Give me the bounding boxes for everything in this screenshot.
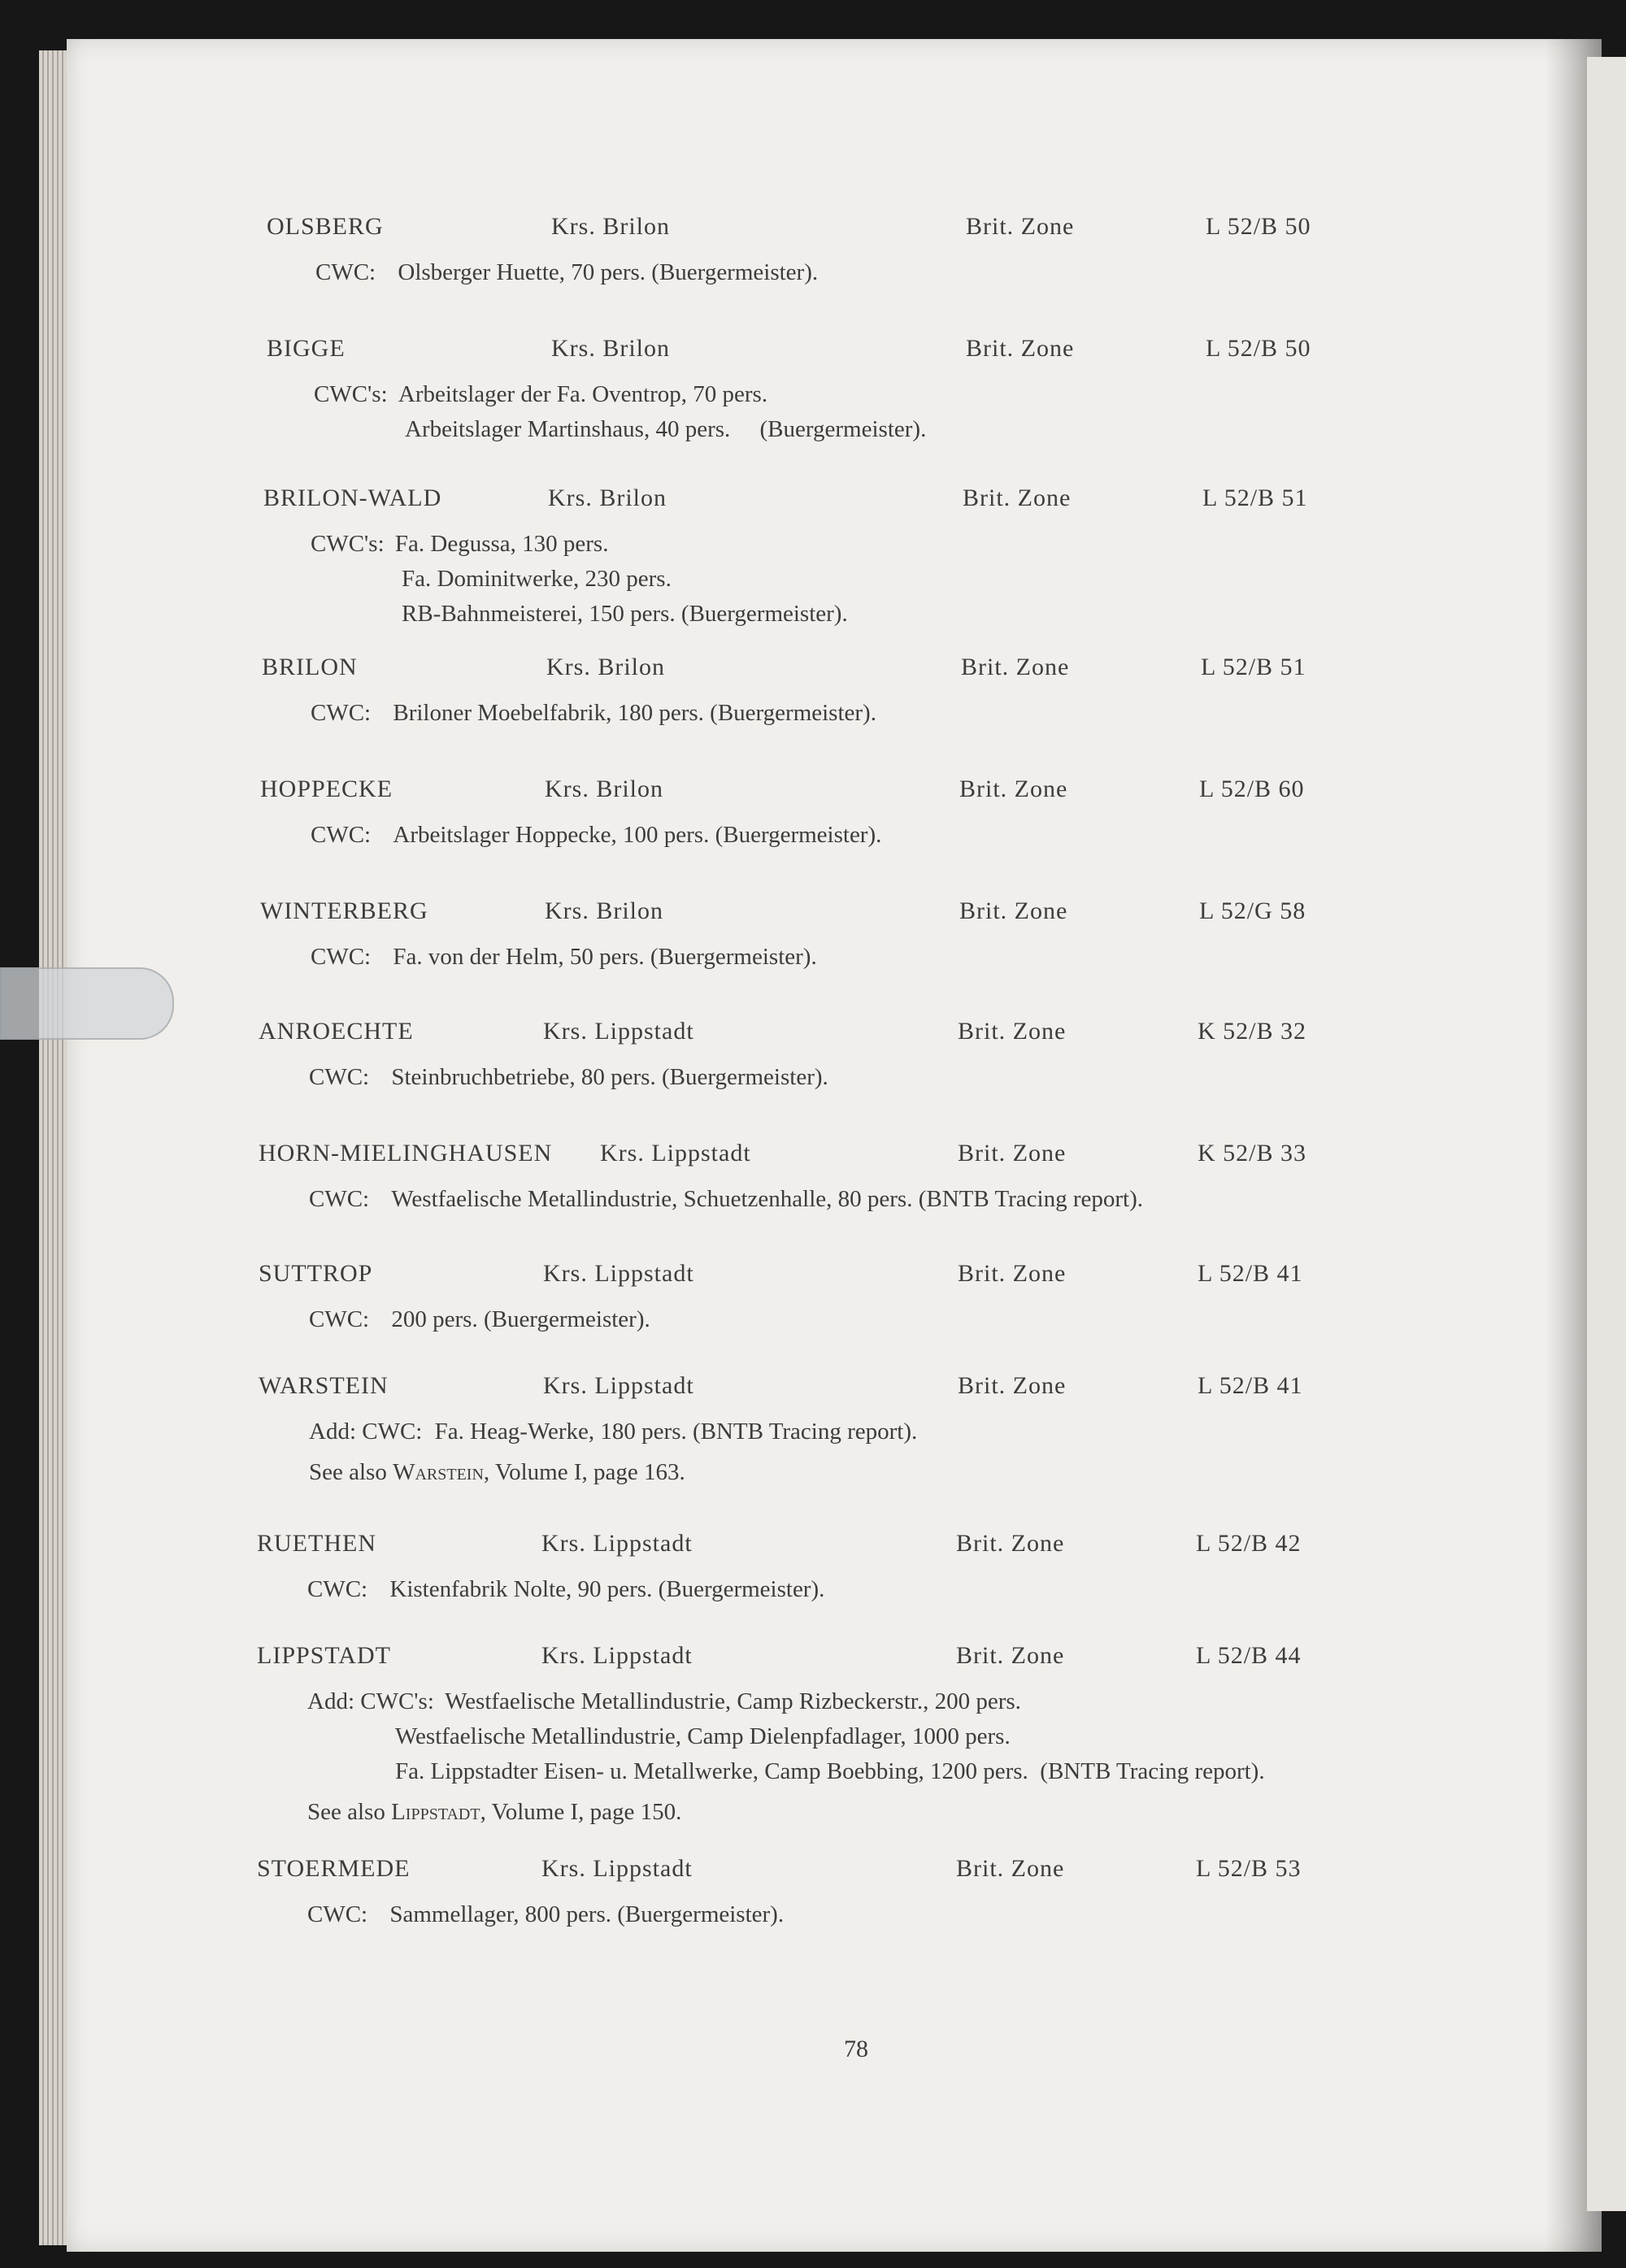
see-also-reference	[307, 1799, 1626, 1826]
detail-line: RB-Bahnmeisterei, 150 pers. (Buergermeister).	[402, 601, 848, 627]
kreis: Krs. Brilon	[546, 654, 665, 680]
entry-header	[260, 776, 1626, 808]
entry-header	[257, 1642, 1626, 1675]
entry-header	[259, 1018, 1626, 1050]
map-reference: L 52/B 60	[1199, 776, 1305, 802]
detail-line: Fa. Lippstadter Eisen- u. Metallwerke, Camp Boebbing, 1200 pers. (BNTB Tracing report).	[395, 1758, 1265, 1784]
detail-line: Westfaelische Metallindustrie, Camp Rizbeckerstr., 200 pers.	[445, 1688, 1021, 1714]
detail-label: CWC:	[315, 259, 376, 285]
detail-line: Fa. Dominitwerke, 230 pers.	[402, 566, 672, 592]
entry-horn-mielinghausen	[0, 1140, 1626, 1217]
place-name: LIPPSTADT	[257, 1642, 391, 1669]
map-reference: L 52/B 42	[1196, 1530, 1302, 1557]
see-also-prefix: See also	[307, 1799, 385, 1825]
detail-label: CWC:	[307, 1576, 368, 1602]
map-reference: L 52/B 41	[1198, 1372, 1303, 1399]
entry-detail	[311, 818, 1626, 853]
detail-line: Sammellager, 800 pers. (Buergermeister).	[389, 1901, 785, 1927]
kreis: Krs. Brilon	[545, 897, 663, 924]
kreis: Krs. Lippstadt	[541, 1642, 693, 1669]
kreis: Krs. Lippstadt	[543, 1018, 694, 1045]
entry-detail	[314, 377, 1626, 447]
entry-detail	[309, 1060, 1626, 1095]
entry-detail	[309, 1302, 1626, 1337]
detail-label: Add: CWC's:	[307, 1688, 434, 1714]
detail-label: CWC:	[311, 700, 372, 726]
map-reference: L 52/B 53	[1196, 1855, 1302, 1882]
entry-detail	[315, 255, 1626, 290]
kreis: Krs. Lippstadt	[541, 1530, 693, 1557]
entry-warstein	[0, 1372, 1626, 1486]
zone: Brit. Zone	[959, 897, 1068, 924]
detail-label: CWC:	[309, 1186, 370, 1212]
map-reference: L 52/G 58	[1199, 897, 1306, 924]
entry-header	[262, 654, 1626, 686]
entry-detail	[307, 1684, 1626, 1789]
entry-detail	[309, 1182, 1626, 1217]
detail-line: Westfaelische Metallindustrie, Schuetzenhalle, 80 pers. (BNTB Tracing report).	[391, 1186, 1143, 1212]
kreis: Krs. Lippstadt	[543, 1260, 694, 1287]
detail-line: Briloner Moebelfabrik, 180 pers. (Buergermeister).	[393, 700, 876, 726]
entry-detail	[307, 1572, 1626, 1607]
entry-lippstadt	[0, 1642, 1626, 1826]
entry-suttrop	[0, 1260, 1626, 1337]
zone: Brit. Zone	[958, 1260, 1067, 1287]
zone: Brit. Zone	[958, 1372, 1067, 1399]
place-name: OLSBERG	[267, 213, 384, 240]
see-also-place: Lippstadt	[391, 1799, 480, 1825]
place-name: STOERMEDE	[257, 1855, 411, 1882]
zone: Brit. Zone	[956, 1855, 1065, 1882]
kreis: Krs. Brilon	[548, 484, 667, 511]
see-also-prefix: See also	[309, 1459, 387, 1485]
detail-label: CWC:	[309, 1306, 370, 1332]
detail-line: Fa. Degussa, 130 pers.	[394, 531, 609, 557]
see-also-volume-page: , Volume I, page 150.	[480, 1799, 682, 1825]
zone: Brit. Zone	[958, 1018, 1067, 1045]
place-name: WARSTEIN	[259, 1372, 389, 1399]
zone: Brit. Zone	[956, 1642, 1065, 1669]
detail-label: CWC:	[307, 1901, 368, 1927]
detail-label: CWC's:	[311, 531, 385, 557]
map-reference: L 52/B 51	[1202, 484, 1308, 511]
detail-line: Fa. von der Helm, 50 pers. (Buergermeister).	[393, 944, 817, 970]
entry-brilon	[0, 654, 1626, 731]
see-also-volume-page: , Volume I, page 163.	[483, 1459, 685, 1485]
zone: Brit. Zone	[966, 213, 1075, 240]
entry-detail	[311, 527, 1626, 632]
place-name: WINTERBERG	[260, 897, 428, 924]
entry-detail	[311, 696, 1626, 731]
kreis: Krs. Brilon	[545, 776, 663, 802]
detail-label: CWC:	[311, 944, 372, 970]
kreis: Krs. Lippstadt	[543, 1372, 694, 1399]
zone: Brit. Zone	[963, 484, 1072, 511]
detail-line: Arbeitslager Hoppecke, 100 pers. (Buergermeister).	[393, 822, 882, 848]
map-reference: K 52/B 32	[1198, 1018, 1307, 1045]
detail-line: Westfaelische Metallindustrie, Camp Dielenpfadlager, 1000 pers.	[395, 1723, 1011, 1749]
zone: Brit. Zone	[959, 776, 1068, 802]
entry-header	[267, 213, 1626, 245]
see-also-reference	[309, 1459, 1626, 1486]
entry-header	[263, 484, 1626, 517]
place-name: ANROECHTE	[259, 1018, 414, 1045]
detail-label: CWC:	[309, 1064, 370, 1090]
entry-stoermede	[0, 1855, 1626, 1932]
entry-detail	[309, 1414, 1626, 1449]
entry-anroechte	[0, 1018, 1626, 1095]
entry-header	[257, 1530, 1626, 1562]
map-reference: L 52/B 50	[1206, 213, 1311, 240]
zone: Brit. Zone	[961, 654, 1070, 680]
entry-header	[267, 335, 1626, 367]
detail-line: Fa. Heag-Werke, 180 pers. (BNTB Tracing report).	[434, 1419, 918, 1445]
detail-label: CWC:	[311, 822, 372, 848]
detail-line: 200 pers. (Buergermeister).	[391, 1306, 650, 1332]
entry-header	[257, 1855, 1626, 1888]
place-name: SUTTROP	[259, 1260, 373, 1287]
entry-header	[259, 1260, 1626, 1293]
detail-label: CWC's:	[314, 381, 388, 407]
entry-header	[259, 1372, 1626, 1405]
detail-line: Arbeitslager Martinshaus, 40 pers. (Buergermeister).	[405, 416, 927, 442]
entry-detail	[307, 1897, 1626, 1932]
place-name: BIGGE	[267, 335, 346, 362]
zone: Brit. Zone	[966, 335, 1075, 362]
map-reference: L 52/B 44	[1196, 1642, 1302, 1669]
place-name: HOPPECKE	[260, 776, 393, 802]
page-number: 78	[844, 2036, 868, 2062]
zone: Brit. Zone	[958, 1140, 1067, 1167]
kreis: Krs. Lippstadt	[600, 1140, 751, 1167]
entry-detail	[311, 940, 1626, 975]
see-also-place: Warstein	[393, 1459, 484, 1485]
kreis: Krs. Brilon	[551, 335, 670, 362]
kreis: Krs. Brilon	[551, 213, 670, 240]
place-name: BRILON	[262, 654, 358, 680]
map-reference: L 52/B 41	[1198, 1260, 1303, 1287]
zone: Brit. Zone	[956, 1530, 1065, 1557]
detail-line: Steinbruchbetriebe, 80 pers. (Buergermeister).	[391, 1064, 828, 1090]
entry-olsberg	[0, 213, 1626, 290]
entry-hoppecke	[0, 776, 1626, 853]
map-reference: L 52/B 51	[1201, 654, 1306, 680]
detail-label: Add: CWC:	[309, 1419, 423, 1445]
place-name: HORN-MIELINGHAUSEN	[259, 1140, 553, 1167]
entry-bigge	[0, 335, 1626, 447]
entry-header	[259, 1140, 1626, 1172]
detail-line: Arbeitslager der Fa. Oventrop, 70 pers.	[398, 381, 768, 407]
entry-brilon-wald	[0, 484, 1626, 632]
map-reference: L 52/B 50	[1206, 335, 1311, 362]
place-name: BRILON-WALD	[263, 484, 442, 511]
detail-line: Kistenfabrik Nolte, 90 pers. (Buergermeister).	[389, 1576, 825, 1602]
kreis: Krs. Lippstadt	[541, 1855, 693, 1882]
entry-ruethen	[0, 1530, 1626, 1607]
place-name: RUETHEN	[257, 1530, 376, 1557]
entry-header	[260, 897, 1626, 930]
detail-line: Olsberger Huette, 70 pers. (Buergermeister).	[398, 259, 819, 285]
entry-winterberg	[0, 897, 1626, 975]
map-reference: K 52/B 33	[1198, 1140, 1307, 1167]
